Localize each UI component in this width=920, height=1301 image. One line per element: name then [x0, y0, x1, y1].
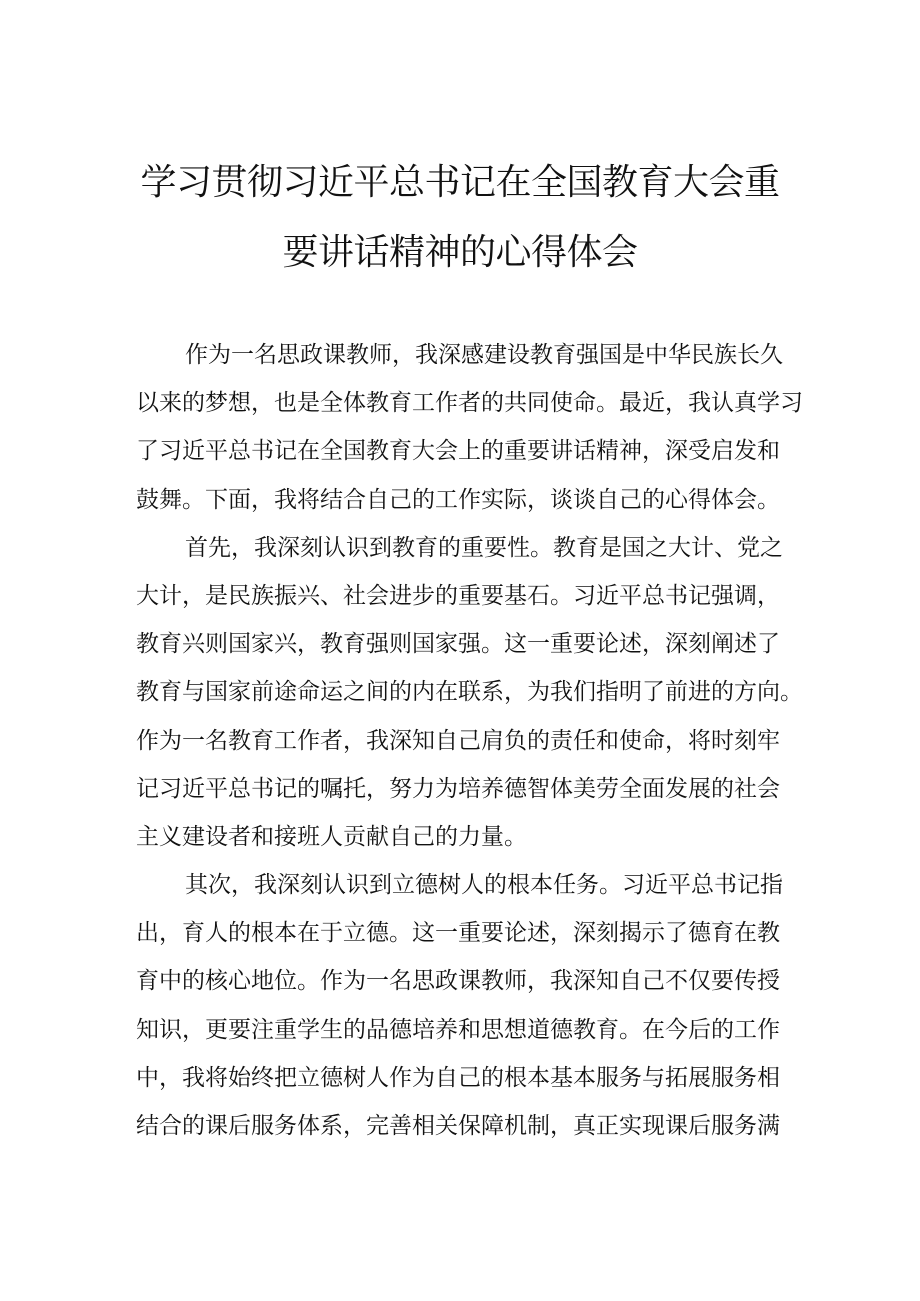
document-body	[136, 331, 803, 1150]
paragraph-3-line-6: 结合的课后服务体系，完善相关保障机制，真正实现课后服务满	[136, 1113, 780, 1139]
paragraph-2-line-5: 作为一名教育工作者，我深知自己肩负的责任和使命，将时刻牢	[136, 727, 780, 754]
paragraph-1-line-3: 了习近平总书记在全国教育大会上的重要讲话精神，深受启发和	[136, 438, 780, 465]
paragraph-3-line-2: 出，育人的根本在于立德。这一重要论述，深刻揭示了德育在教	[136, 920, 780, 947]
paragraph-2-line-4: 教育与国家前途命运之间的内在联系，为我们指明了前进的方向。	[136, 679, 803, 706]
paragraph-2-line-3: 教育兴则国家兴，教育强则国家强。这一重要论述，深刻阐述了	[136, 631, 780, 658]
paragraph-3-line-5: 中，我将始终把立德树人作为自己的根本基本服务与拓展服务相	[136, 1064, 780, 1091]
paragraph-2-line-2: 大计，是民族振兴、社会进步的重要基石。习近平总书记强调，	[136, 582, 780, 609]
paragraph-3-line-4: 知识，更要注重学生的品德培养和思想道德教育。在今后的工作	[136, 1016, 780, 1043]
paragraph-1-line-2: 以来的梦想，也是全体教育工作者的共同使命。最近，我认真学习	[136, 390, 803, 417]
paragraph-3-line-1: 其次，我深刻认识到立德树人的根本任务。习近平总书记指	[185, 872, 783, 899]
paragraph-1-line-1: 作为一名思政课教师，我深感建设教育强国是中华民族长久	[185, 342, 783, 368]
document-title	[0, 148, 920, 288]
paragraph-3-line-3: 育中的核心地位。作为一名思政课教师，我深知自己不仅要传授	[136, 968, 780, 995]
paragraph-2-line-7: 主义建设者和接班人贡献自己的力量。	[136, 823, 527, 850]
paragraph-2-line-1: 首先，我深刻认识到教育的重要性。教育是国之大计、党之	[185, 534, 783, 561]
paragraph-2-line-6: 记习近平总书记的嘱托，努力为培养德智体美劳全面发展的社会	[136, 775, 780, 802]
title-line-1: 学习贯彻习近平总书记在全国教育大会重	[140, 162, 780, 203]
paragraph-1-line-4: 鼓舞。下面，我将结合自己的工作实际，谈谈自己的心得体会。	[136, 486, 780, 513]
title-line-2: 要讲话精神的心得体会	[282, 232, 638, 273]
